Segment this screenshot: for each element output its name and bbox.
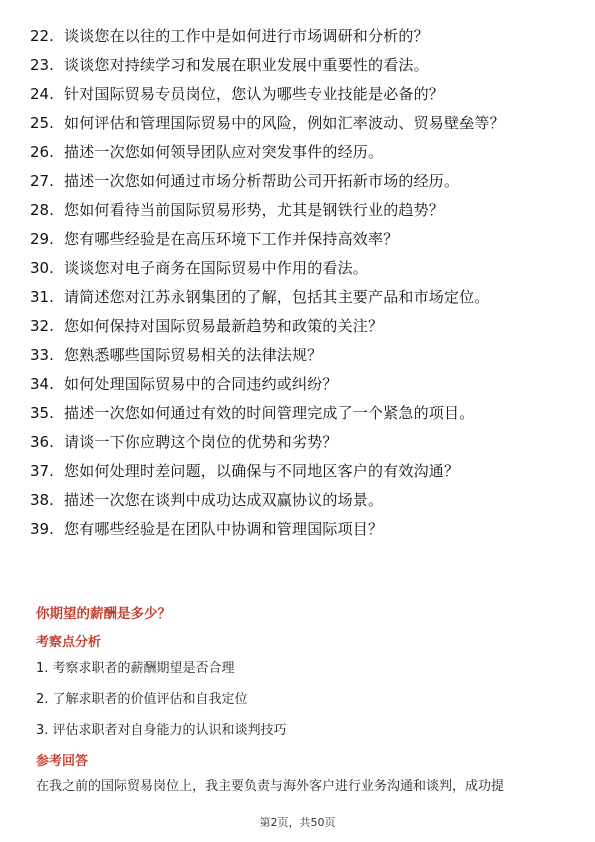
question-number: 31. [30,288,54,306]
list-item [30,171,570,191]
list-item [30,374,570,394]
question-number: 27. [30,172,54,190]
question-text: 谈谈您对持续学习和发展在职业发展中重要性的看法。 [64,56,429,74]
question-text: 如何评估和管理国际贸易中的风险，例如汇率波动、贸易壁垒等？ [64,114,505,132]
question-text: 描述一次您在谈判中成功达成双赢协议的场景。 [64,491,384,509]
salary-question-heading: 你期望的薪酬是多少？ [36,606,171,622]
list-item [30,84,570,104]
list-item [30,287,570,307]
answer-text: 在我之前的国际贸易岗位上，我主要负责与海外客户进行业务沟通和谈判，成功提 [36,779,505,794]
question-text: 您如何看待当前国际贸易形势，尤其是钢铁行业的趋势？ [64,201,445,219]
question-number: 24. [30,85,54,103]
question-text: 描述一次您如何通过有效的时间管理完成了一个紧急的项目。 [64,404,475,422]
question-number: 28. [30,201,54,219]
list-item [30,55,570,75]
question-number: 30. [30,259,54,277]
question-text: 谈谈您在以往的工作中是如何进行市场调研和分析的？ [64,27,429,45]
question-text: 请谈一下你应聘这个岗位的优势和劣势？ [64,433,338,451]
question-text: 针对国际贸易专员岗位，您认为哪些专业技能是必备的？ [64,85,445,103]
question-number: 23. [30,56,54,74]
question-number: 37. [30,462,54,480]
question-text: 您如何保持对国际贸易最新趋势和政策的关注？ [64,317,384,335]
page-footer: 第2页，共50页 [259,816,336,829]
list-item [30,316,570,336]
question-text: 您如何处理时差问题，以确保与不同地区客户的有效沟通？ [64,462,460,480]
question-text: 描述一次您如何领导团队应对突发事件的经历。 [64,143,384,161]
list-item [30,200,570,220]
list-item [30,490,570,510]
question-number: 26. [30,143,54,161]
list-item [30,229,570,249]
list-item [30,432,570,452]
question-number: 34. [30,375,54,393]
question-text: 如何处理国际贸易中的合同违约或纠纷？ [64,375,338,393]
question-number: 38. [30,491,54,509]
answer-heading: 参考回答 [36,754,89,769]
list-item [30,258,570,278]
list-item [30,142,570,162]
question-number: 25. [30,114,54,132]
list-item: 3. 评估求职者对自身能力的认识和谈判技巧 [36,723,287,738]
question-text: 您有哪些经验是在团队中协调和管理国际项目？ [64,520,384,538]
analysis-list [36,660,556,753]
question-number: 29. [30,230,54,248]
question-number: 39. [30,520,54,538]
list-item [30,26,570,46]
list-item [30,519,570,539]
analysis-heading: 考察点分析 [36,635,102,650]
question-number: 22. [30,27,54,45]
list-item [30,113,570,133]
question-text: 请简述您对江苏永钢集团的了解，包括其主要产品和市场定位。 [64,288,490,306]
question-list [30,26,570,548]
question-number: 35. [30,404,54,422]
question-number: 36. [30,433,54,451]
question-text: 您熟悉哪些国际贸易相关的法律法规？ [64,346,323,364]
question-text: 您有哪些经验是在高压环境下工作并保持高效率？ [64,230,399,248]
list-item: 1. 考察求职者的薪酬期望是否合理 [36,661,235,676]
list-item: 2. 了解求职者的价值评估和自我定位 [36,692,248,707]
question-text: 描述一次您如何通过市场分析帮助公司开拓新市场的经历。 [64,172,460,190]
list-item [30,345,570,365]
list-item [30,403,570,423]
question-number: 33. [30,346,54,364]
question-number: 32. [30,317,54,335]
list-item [30,461,570,481]
question-text: 谈谈您对电子商务在国际贸易中作用的看法。 [64,259,369,277]
